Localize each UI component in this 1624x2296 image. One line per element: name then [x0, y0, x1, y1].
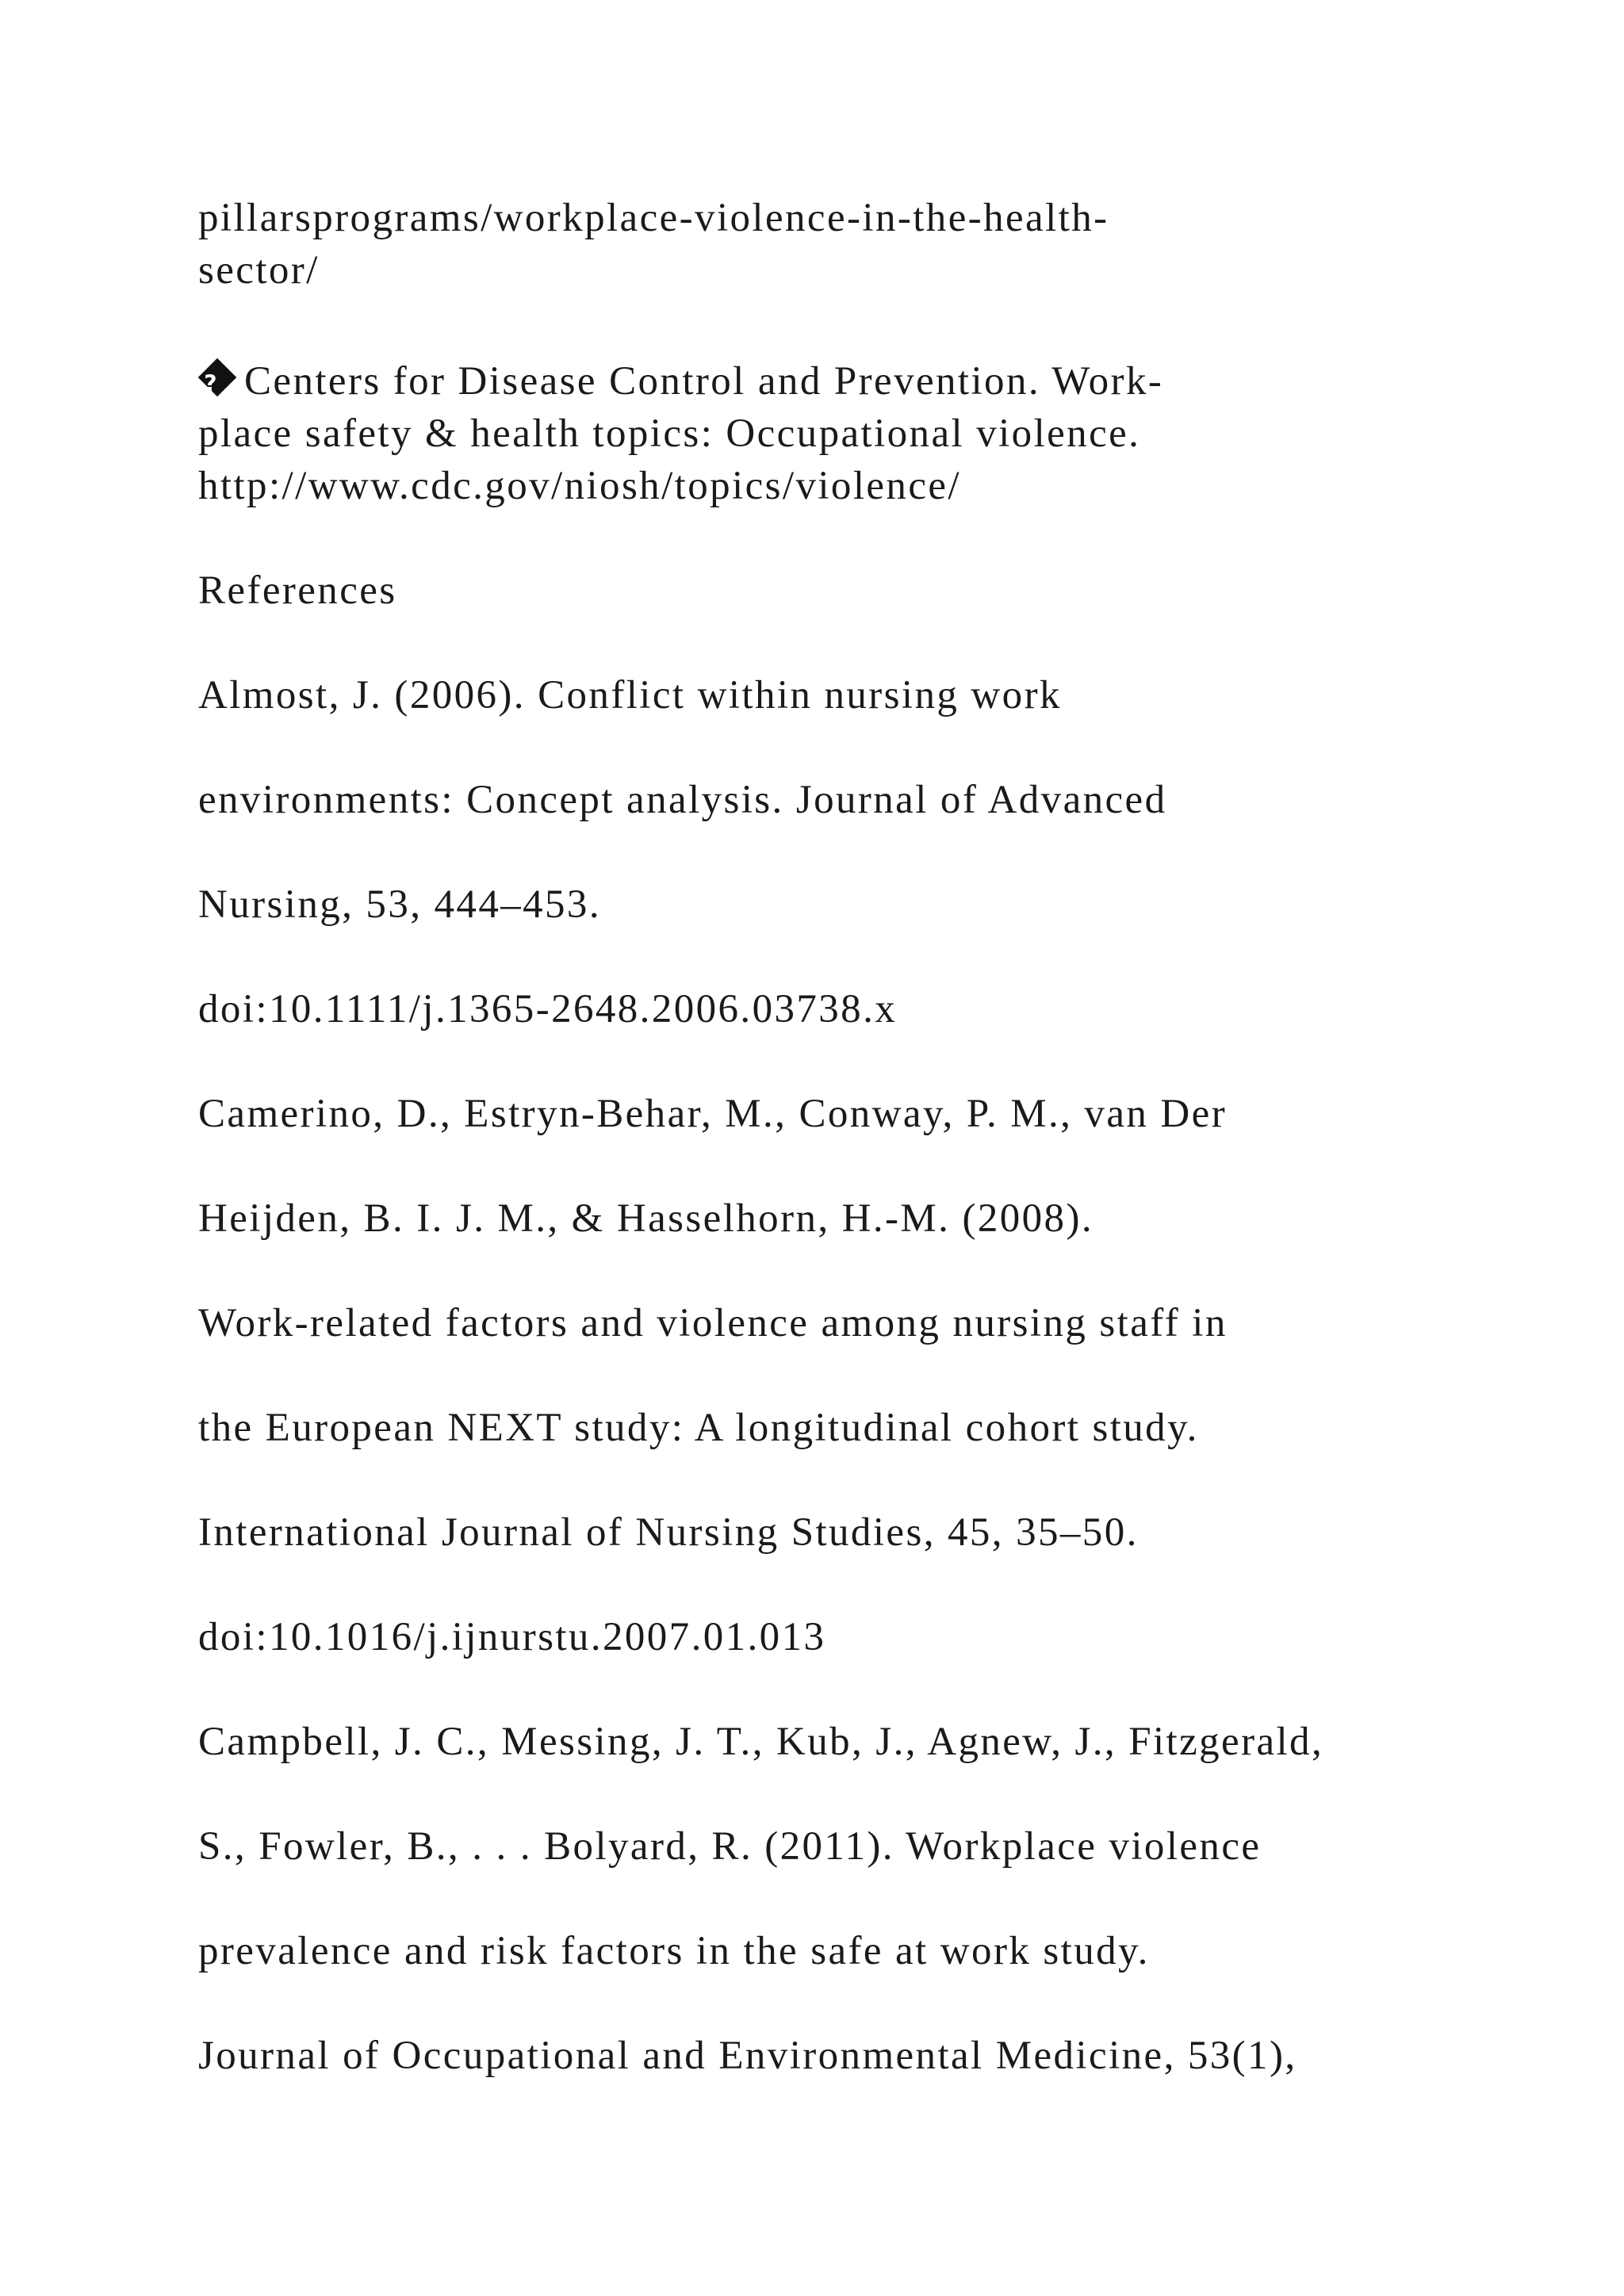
reference-line: S., Fowler, B., . . . Bolyard, R. (2011). Workplace violence	[198, 1824, 1262, 1869]
note-cdc-line-2: place safety & health topics: Occupational violence.	[198, 411, 1141, 456]
reference-line: Almost, J. (2006). Conflict within nursing work	[198, 673, 1062, 718]
reference-line: Camerino, D., Estryn-Behar, M., Conway, P. M., van Der	[198, 1092, 1228, 1136]
reference-line: Nursing, 53, 444–453.	[198, 882, 601, 927]
note-url-line-2: sector/	[198, 248, 320, 293]
note-cdc-text: Centers for Disease Control and Prevention. Work-	[244, 359, 1164, 404]
reference-line: Heijden, B. I. J. M., & Hasselhorn, H.-M. (2008).	[198, 1196, 1094, 1241]
note-cdc-line-1	[198, 355, 1163, 408]
reference-line: doi:10.1111/j.1365-2648.2006.03738.x	[198, 987, 898, 1031]
references-heading: References	[198, 568, 397, 613]
note-url-line-1: pillarsprograms/workplace-violence-in-the-health-	[198, 196, 1109, 240]
replacement-character-icon: ?	[198, 358, 237, 397]
reference-line: International Journal of Nursing Studies, 45, 35–50.	[198, 1510, 1139, 1555]
reference-line: doi:10.1016/j.ijnurstu.2007.01.013	[198, 1615, 826, 1659]
reference-line: Work-related factors and violence among nursing staff in	[198, 1301, 1228, 1345]
reference-line: Campbell, J. C., Messing, J. T., Kub, J., Agnew, J., Fitzgerald,	[198, 1720, 1324, 1764]
reference-line: environments: Concept analysis. Journal of Advanced	[198, 778, 1167, 822]
reference-line: the European NEXT study: A longitudinal cohort study.	[198, 1406, 1199, 1450]
reference-line: prevalence and risk factors in the safe at work study.	[198, 1929, 1150, 1973]
reference-line: Journal of Occupational and Environmental Medicine, 53(1),	[198, 2034, 1297, 2078]
note-cdc-line-3: http://www.cdc.gov/niosh/topics/violence/	[198, 464, 961, 508]
